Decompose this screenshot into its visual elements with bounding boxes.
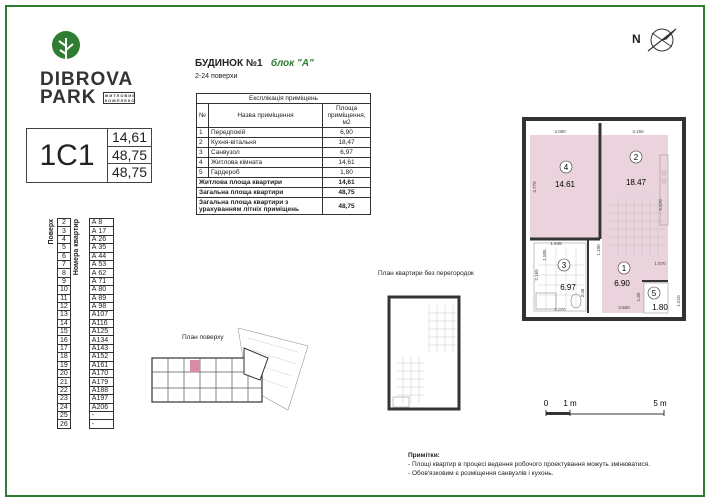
dim-label: 1.945	[550, 241, 562, 246]
room-name: Житлова кімната	[208, 158, 322, 168]
apartment-number: А197	[89, 395, 113, 403]
floor-number: 9	[58, 277, 71, 285]
logo	[40, 30, 135, 107]
room-number: 5	[197, 168, 209, 178]
floor-number: 15	[58, 328, 71, 336]
explication-table	[196, 93, 371, 215]
logo-line1: DIBROVA	[40, 69, 134, 90]
room-area: 6,90	[323, 128, 371, 138]
dim-label: 4.775	[532, 181, 537, 193]
apartment-number: А179	[89, 378, 113, 386]
room-2-num: 2	[633, 153, 639, 162]
apartment-number: -	[89, 420, 113, 428]
dim-label: 1.100	[596, 244, 601, 256]
dim-label: 2.165	[534, 269, 539, 281]
col-header-area: Площа приміщення, м2	[323, 104, 371, 128]
building-title	[195, 58, 314, 69]
apartment-code: 1С1	[39, 138, 95, 172]
floor-number: 26	[58, 420, 71, 428]
scale-zero: 0	[543, 399, 549, 408]
area-total-summer: 48,75	[111, 164, 148, 181]
logo-sub: ЖИТЛОВИЙ КОМПЛЕКС	[104, 92, 137, 103]
floor-plan-thumbnail	[148, 318, 318, 413]
apartment-number: А 35	[89, 244, 113, 252]
apartment-number: А143	[89, 344, 113, 352]
no-partitions-label: План квартири без перегородок	[378, 270, 474, 277]
room-area: 14,61	[323, 158, 371, 168]
apartment-header: Номера квартир	[72, 218, 80, 275]
apartment-number: А152	[89, 353, 113, 361]
scale-bar	[540, 396, 670, 418]
total-value: 14,61	[323, 178, 371, 188]
floor-number: 16	[58, 336, 71, 344]
explication-total-row	[197, 188, 371, 198]
room-1-num: 1	[621, 264, 627, 273]
floor-apartment-table	[46, 218, 114, 429]
floor-number: 11	[58, 294, 71, 302]
floor-number: 2	[58, 219, 71, 227]
floor-number: 22	[58, 386, 71, 394]
apartment-plan	[520, 115, 688, 325]
room-name: Гардероб	[208, 168, 322, 178]
floor-number: 8	[58, 269, 71, 277]
total-label: Житлова площа квартири	[197, 178, 323, 188]
scale-one: 1 m	[563, 399, 577, 408]
compass-icon	[644, 25, 680, 55]
explication-total-row	[197, 198, 371, 215]
dim-label: 1.505	[542, 249, 547, 261]
note-line: - Обов'язковим є розміщення санвузлів і кухонь.	[408, 470, 554, 477]
apartment-number: А 53	[89, 260, 113, 268]
room-area: 1,80	[323, 168, 371, 178]
room-4-area: 14.61	[554, 180, 576, 189]
apartment-number: А 62	[89, 269, 113, 277]
tree-icon	[46, 30, 86, 66]
floor-plan-label: План поверху	[182, 334, 224, 341]
floor-row	[46, 219, 113, 227]
dim-label: 2.46	[580, 288, 585, 298]
room-4-num: 4	[563, 163, 569, 172]
room-area: 6,97	[323, 148, 371, 158]
dim-label: 3.155	[632, 129, 644, 134]
area-summary	[107, 129, 151, 182]
floor-number: 5	[58, 244, 71, 252]
explication-total-row	[197, 178, 371, 188]
floor-number: 3	[58, 227, 71, 235]
apartment-number: А170	[89, 370, 113, 378]
apartment-number: А 71	[89, 277, 113, 285]
explication-row	[197, 138, 371, 148]
note-line: - Площі квартир в процесі ведення робочого проектування можуть змінюватися.	[408, 461, 651, 468]
total-label: Загальна площа квартири з урахуванням літніх приміщень	[197, 198, 323, 215]
floor-number: 14	[58, 319, 71, 327]
apartment-number: А116	[89, 319, 113, 327]
room-3-area: 6.97	[560, 283, 576, 292]
scale-five: 5 m	[653, 399, 667, 408]
col-header-name: Назва приміщення	[208, 104, 322, 128]
floors-range: 2-24 поверхи	[195, 73, 238, 80]
room-number: 3	[197, 148, 209, 158]
floor-number: 21	[58, 378, 71, 386]
building-number: БУДИНОК №1	[195, 58, 263, 69]
apartment-number: А107	[89, 311, 113, 319]
apartment-number: А 26	[89, 235, 113, 243]
floor-number: 23	[58, 395, 71, 403]
explication-row	[197, 148, 371, 158]
floor-number: 17	[58, 344, 71, 352]
floor-number: 24	[58, 403, 71, 411]
room-number: 1	[197, 128, 209, 138]
total-value: 48,75	[323, 188, 371, 198]
notes-title: Примітки:	[408, 452, 440, 459]
dim-label: 5.570	[658, 199, 663, 211]
floor-number: 4	[58, 235, 71, 243]
floor-header: Поверх	[48, 218, 55, 244]
room-number: 2	[197, 138, 209, 148]
apartment-number: А188	[89, 386, 113, 394]
room-5-area: 1.80	[652, 303, 668, 312]
dim-label: 3.060	[554, 129, 566, 134]
floor-number: 18	[58, 353, 71, 361]
explication-row	[197, 158, 371, 168]
compass-north: N	[632, 32, 641, 47]
room-name: Кухня-вітальня	[208, 138, 322, 148]
explication-row	[197, 168, 371, 178]
room-name: Санвузол	[208, 148, 322, 158]
floor-number: 10	[58, 286, 71, 294]
floor-number: 25	[58, 411, 71, 419]
room-area: 18,47	[323, 138, 371, 148]
compass	[632, 25, 680, 55]
building-block: блок "А"	[270, 58, 314, 69]
apartment-number: -	[89, 411, 113, 419]
total-label: Загальна площа квартири	[197, 188, 323, 198]
apartment-type-box	[26, 128, 152, 183]
apartment-number: А 8	[89, 219, 113, 227]
apartment-number: А 80	[89, 286, 113, 294]
floor-number: 6	[58, 252, 71, 260]
floor-number: 20	[58, 370, 71, 378]
explication-title: Експлікація приміщень	[197, 94, 371, 104]
apartment-number: А134	[89, 336, 113, 344]
apartment-number: А 89	[89, 294, 113, 302]
apartment-highlight	[190, 360, 200, 372]
apartment-number: А206	[89, 403, 113, 411]
floor-number: 19	[58, 361, 71, 369]
dim-label: 3.070	[554, 307, 566, 312]
col-header-number: №	[197, 104, 209, 128]
apartment-number: А 98	[89, 302, 113, 310]
floor-number: 13	[58, 311, 71, 319]
dim-label: 1.80	[636, 292, 641, 302]
apartment-number: А 44	[89, 252, 113, 260]
plan-no-partitions	[385, 293, 463, 413]
dim-label: 3.560	[618, 305, 630, 310]
area-total: 48,75	[108, 147, 151, 165]
logo-line2: PARK	[40, 87, 97, 108]
apartment-number: А 17	[89, 227, 113, 235]
floor-number: 12	[58, 302, 71, 310]
room-3-num: 3	[561, 261, 567, 270]
room-number: 4	[197, 158, 209, 168]
room-1-area: 6.90	[614, 279, 630, 288]
dim-label: 1.570	[654, 261, 666, 266]
room-5-num: 5	[651, 289, 657, 298]
floor-number: 7	[58, 260, 71, 268]
apartment-number: А125	[89, 328, 113, 336]
area-living: 14,61	[108, 129, 151, 147]
room-name: Передпокій	[208, 128, 322, 138]
dim-label: 1.610	[676, 295, 681, 307]
total-value: 48,75	[323, 198, 371, 215]
room-2-area: 18.47	[625, 178, 647, 187]
apartment-number: А161	[89, 361, 113, 369]
notes	[408, 451, 650, 478]
explication-row	[197, 128, 371, 138]
